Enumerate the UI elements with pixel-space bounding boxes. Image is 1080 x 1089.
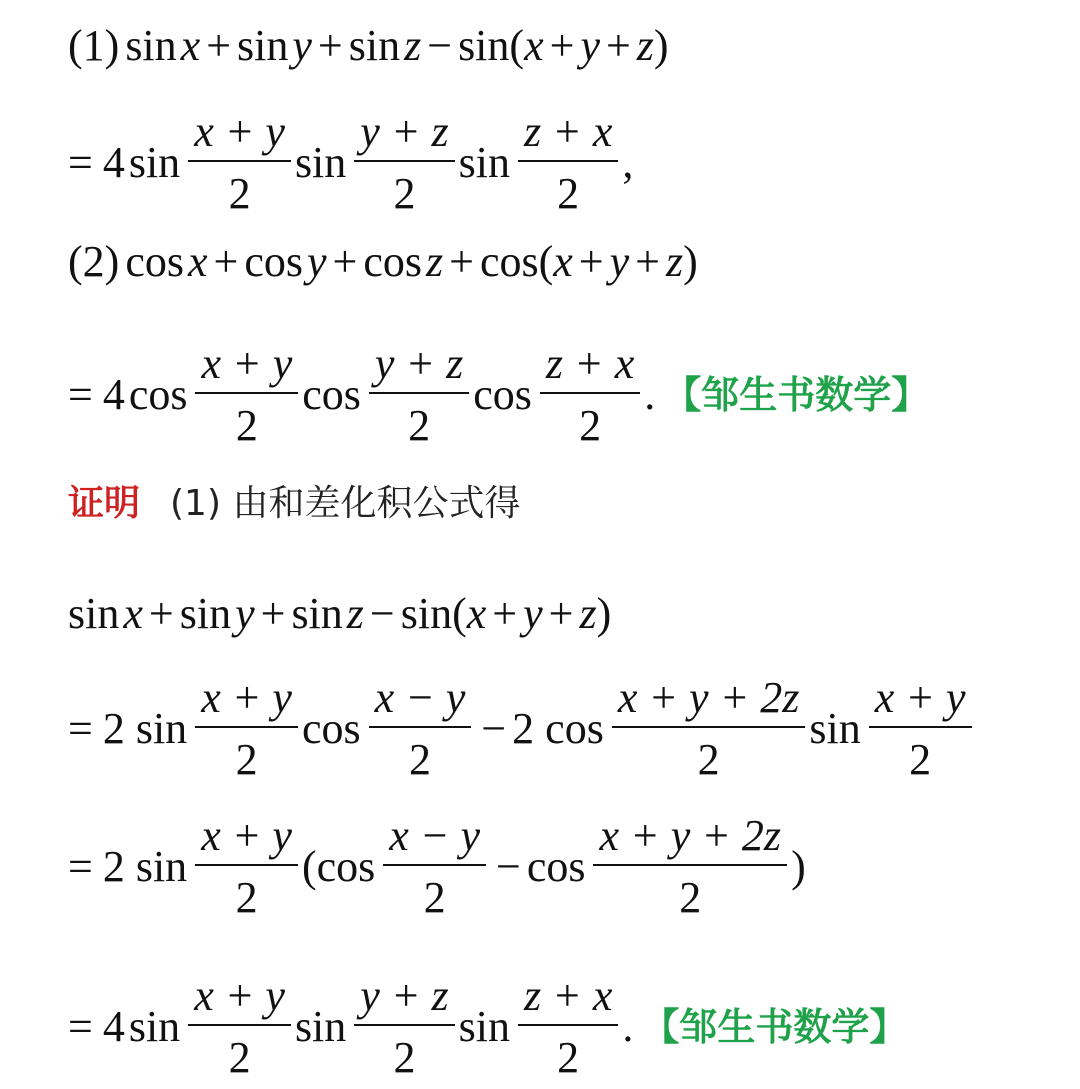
brand-watermark: 【邹生书数学】 bbox=[641, 1005, 908, 1050]
numerator: x + y bbox=[188, 108, 291, 162]
fraction-z-plus-x-over-2 bbox=[518, 108, 618, 219]
var-x: x bbox=[180, 21, 201, 70]
left-paren: ( bbox=[452, 589, 467, 638]
equals-sign: = bbox=[68, 1002, 93, 1052]
sin-fn: sin bbox=[237, 21, 289, 70]
plus-op: + bbox=[148, 589, 174, 638]
right-paren: ) bbox=[683, 237, 698, 286]
numerator: z + x bbox=[540, 340, 640, 394]
fraction-x-plus-y-plus-2z-over-2 bbox=[593, 812, 787, 923]
cos-fn: cos bbox=[473, 370, 532, 420]
plus-op: + bbox=[605, 21, 631, 70]
numerator: x + y bbox=[188, 972, 291, 1026]
denominator: 2 bbox=[423, 873, 446, 923]
minus-op: − bbox=[369, 589, 395, 638]
numerator: x + y + 2z bbox=[612, 674, 806, 728]
fraction-z-plus-x-over-2 bbox=[540, 340, 640, 451]
plus-op: + bbox=[549, 21, 575, 70]
period: . bbox=[622, 1002, 634, 1052]
var-z: z bbox=[426, 237, 444, 286]
var-z: z bbox=[404, 21, 422, 70]
var-x: x bbox=[524, 21, 544, 70]
cos-fn: cos bbox=[302, 370, 361, 420]
var-y: y bbox=[523, 589, 543, 638]
plus-op: + bbox=[213, 237, 239, 286]
var-x: x bbox=[123, 589, 143, 638]
plus-op: + bbox=[317, 21, 343, 70]
fraction-y-plus-z-over-2 bbox=[369, 340, 469, 451]
sin-fn: sin bbox=[291, 589, 343, 638]
minus-op: − bbox=[496, 842, 521, 892]
left-paren: ( bbox=[509, 21, 525, 70]
var-x: x bbox=[553, 237, 573, 286]
sin-fn: sin bbox=[458, 1002, 510, 1052]
sin-fn: sin bbox=[348, 21, 401, 70]
denominator: 2 bbox=[408, 735, 431, 785]
numerator: x + y bbox=[869, 674, 972, 728]
denominator: 2 bbox=[235, 873, 258, 923]
fraction-x-minus-y-over-2 bbox=[383, 812, 486, 923]
right-paren: ) bbox=[596, 589, 612, 638]
fraction-x-minus-y-over-2 bbox=[369, 674, 472, 785]
plus-op: + bbox=[449, 237, 474, 286]
statement-1-line1 bbox=[68, 21, 669, 70]
plus-op: + bbox=[578, 237, 604, 286]
left-paren: ( bbox=[301, 842, 317, 892]
fraction-x-plus-y-over-2 bbox=[188, 972, 291, 1083]
plus-op: + bbox=[548, 589, 574, 638]
numerator: y + z bbox=[369, 340, 469, 394]
var-y: y bbox=[292, 21, 312, 70]
plus-op: + bbox=[206, 21, 232, 70]
sin-fn: sin bbox=[125, 21, 177, 70]
numerator: z + x bbox=[518, 108, 618, 162]
coefficient: 4 bbox=[102, 138, 125, 188]
plus-op: + bbox=[492, 589, 518, 638]
numerator: z + x bbox=[518, 972, 618, 1026]
two-sin: 2 sin bbox=[102, 842, 188, 892]
cos-fn: cos bbox=[479, 237, 539, 286]
numerator: x + y bbox=[195, 340, 298, 394]
statement-1-label: (1) bbox=[68, 21, 120, 70]
denominator: 2 bbox=[557, 1033, 580, 1083]
var-y: y bbox=[609, 237, 630, 286]
numerator: y + z bbox=[354, 972, 454, 1026]
minus-op: − bbox=[427, 21, 453, 70]
denominator: 2 bbox=[679, 873, 702, 923]
cos-fn: cos bbox=[301, 704, 361, 754]
period: . bbox=[644, 370, 656, 420]
fraction-y-plus-z-over-2 bbox=[354, 972, 454, 1083]
fraction-y-plus-z-over-2 bbox=[354, 108, 454, 219]
statement-1-line2 bbox=[68, 108, 633, 219]
denominator: 2 bbox=[228, 169, 251, 219]
denominator: 2 bbox=[408, 401, 431, 451]
var-z: z bbox=[636, 21, 654, 70]
var-z: z bbox=[665, 237, 684, 286]
sin-fn: sin bbox=[68, 589, 120, 638]
sin-fn: sin bbox=[458, 138, 510, 188]
sin-fn: sin bbox=[294, 138, 347, 188]
fraction-z-plus-x-over-2 bbox=[518, 972, 618, 1083]
equals-sign: = bbox=[68, 842, 93, 892]
two-sin: 2 sin bbox=[102, 704, 188, 754]
sin-fn: sin bbox=[294, 1002, 347, 1052]
denominator: 2 bbox=[235, 735, 258, 785]
sin-fn: sin bbox=[809, 704, 861, 754]
denominator: 2 bbox=[228, 1033, 251, 1083]
numerator: x + y + 2z bbox=[593, 812, 787, 866]
comma: , bbox=[622, 138, 634, 188]
plus-op: + bbox=[635, 237, 660, 286]
minus-op: − bbox=[481, 704, 507, 754]
fraction-x-plus-y-over-2 bbox=[195, 812, 298, 923]
equals-sign: = bbox=[68, 704, 93, 754]
var-z: z bbox=[346, 589, 364, 638]
cos-fn: cos bbox=[244, 237, 303, 286]
sin-fn: sin bbox=[128, 1002, 181, 1052]
numerator: x − y bbox=[369, 674, 472, 728]
var-x: x bbox=[466, 589, 487, 638]
denominator: 2 bbox=[393, 1033, 416, 1083]
plus-op: + bbox=[260, 589, 286, 638]
cos-fn: cos bbox=[128, 370, 188, 420]
left-paren: ( bbox=[538, 237, 554, 286]
denominator: 2 bbox=[235, 401, 258, 451]
var-y: y bbox=[306, 237, 327, 286]
fraction-x-plus-y-over-2 bbox=[869, 674, 972, 785]
right-paren: ) bbox=[653, 21, 669, 70]
fraction-x-plus-y-over-2 bbox=[195, 340, 298, 451]
numerator: y + z bbox=[354, 108, 454, 162]
proof-step-3 bbox=[68, 812, 806, 923]
right-paren: ) bbox=[791, 842, 806, 892]
proof-step-4 bbox=[68, 972, 907, 1083]
var-y: y bbox=[580, 21, 600, 70]
var-y: y bbox=[235, 589, 255, 638]
numerator: x + y bbox=[195, 812, 298, 866]
cos-fn: cos bbox=[125, 237, 184, 286]
denominator: 2 bbox=[557, 169, 580, 219]
coefficient: 4 bbox=[102, 1002, 125, 1052]
denominator: 2 bbox=[697, 735, 720, 785]
two-cos: 2 cos bbox=[512, 704, 604, 754]
var-x: x bbox=[187, 237, 208, 286]
equals-sign: = bbox=[68, 370, 93, 420]
coefficient: 4 bbox=[102, 370, 125, 420]
proof-keyword: 证明 bbox=[68, 483, 141, 524]
sin-fn: sin bbox=[128, 138, 181, 188]
statement-2-line2 bbox=[68, 340, 929, 451]
statement-2-label: (2) bbox=[68, 237, 120, 286]
cos-fn: cos bbox=[526, 842, 586, 892]
plus-op: + bbox=[332, 237, 358, 286]
var-z: z bbox=[579, 589, 597, 638]
numerator: x − y bbox=[383, 812, 486, 866]
denominator: 2 bbox=[579, 401, 602, 451]
denominator: 2 bbox=[393, 169, 416, 219]
proof-step-1 bbox=[68, 589, 612, 638]
denominator: 2 bbox=[909, 735, 932, 785]
cos-fn: cos bbox=[316, 842, 376, 892]
sin-fn: sin bbox=[400, 589, 453, 638]
cos-fn: cos bbox=[363, 237, 422, 286]
sin-fn: sin bbox=[179, 589, 232, 638]
proof-intro-text: (1) 由和差化积公式得 bbox=[170, 483, 521, 524]
fraction-x-plus-y-over-2 bbox=[188, 108, 291, 219]
fraction-x-plus-y-over-2 bbox=[195, 674, 298, 785]
proof-heading bbox=[68, 483, 521, 524]
sin-fn: sin bbox=[458, 21, 510, 70]
statement-2-line1 bbox=[68, 237, 698, 286]
equals-sign: = bbox=[68, 138, 93, 188]
fraction-x-plus-y-plus-2z-over-2 bbox=[612, 674, 806, 785]
proof-step-2 bbox=[68, 674, 976, 785]
numerator: x + y bbox=[195, 674, 298, 728]
brand-watermark: 【邹生书数学】 bbox=[663, 373, 930, 418]
